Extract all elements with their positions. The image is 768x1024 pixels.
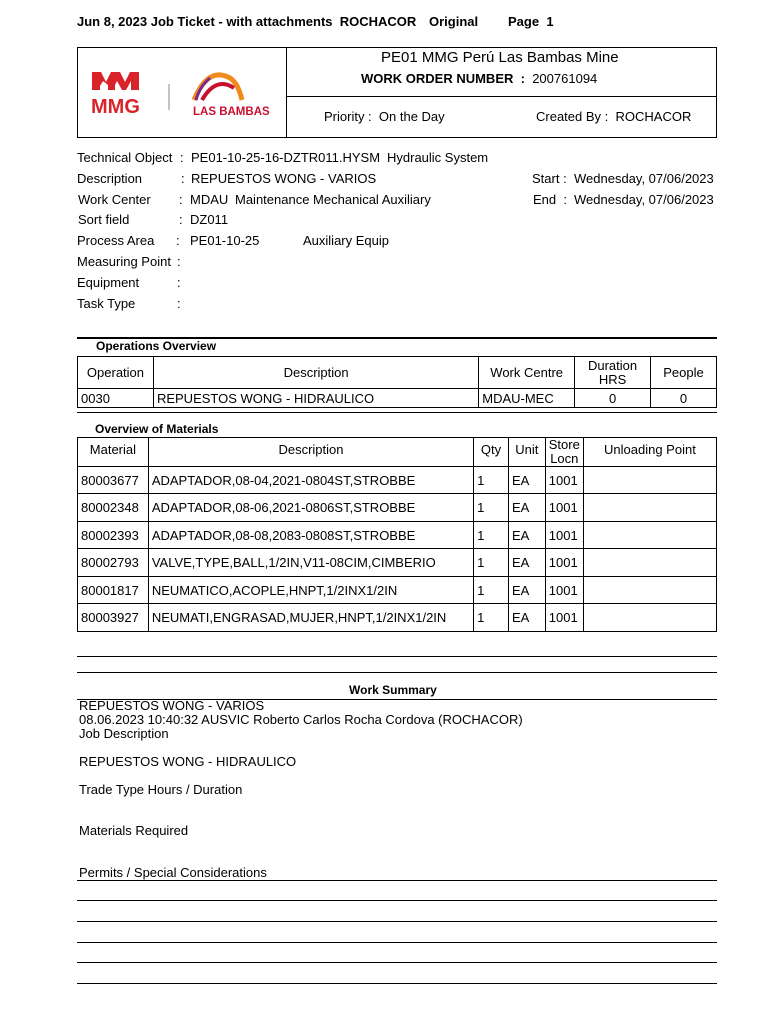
start-value: Wednesday, 07/06/2023 <box>574 171 714 186</box>
store-cell: 1001 <box>545 467 583 494</box>
process-area-value: PE01-10-25 <box>190 233 260 248</box>
summary-line-6: Materials Required <box>79 823 189 838</box>
summary-line-1: REPUESTOS WONG - VARIOS <box>79 698 265 713</box>
technical-object-label: Technical Object <box>77 150 173 165</box>
table-row <box>78 467 717 494</box>
summary-line-4: REPUESTOS WONG - HIDRAULICO <box>79 754 297 769</box>
col-mat-description: Description <box>148 438 473 467</box>
mat-description-cell: VALVE,TYPE,BALL,1/2IN,V11-08CIM,CIMBERIO <box>148 549 473 577</box>
sort-field-value: DZ011 <box>190 212 229 227</box>
store-cell: 1001 <box>545 604 583 632</box>
work-center-value: MDAU <box>190 192 229 207</box>
materials-header-row <box>78 438 717 467</box>
unit-cell: EA <box>508 604 545 632</box>
equipment-label: Equipment <box>77 275 140 290</box>
description-value: REPUESTOS WONG - VARIOS <box>191 171 377 186</box>
divider <box>77 656 717 657</box>
col-duration-line2: HRS <box>598 371 627 387</box>
unloading-cell <box>583 467 716 494</box>
unit-cell: EA <box>508 549 545 577</box>
technical-object-value: PE01-10-25-16-DZTR011.HYSM <box>191 150 381 165</box>
qty-cell: 1 <box>474 467 509 494</box>
page-indicator <box>508 14 554 29</box>
col-unit: Unit <box>508 438 545 467</box>
table-row <box>78 577 717 604</box>
start-label: Start : <box>532 171 567 186</box>
unloading-cell <box>583 522 716 549</box>
material-cell: 80002793 <box>78 549 149 577</box>
col-store-locn <box>545 438 583 467</box>
mat-description-cell: NEUMATICO,ACOPLE,HNPT,1/2INX1/2IN <box>148 577 473 604</box>
store-cell: 1001 <box>545 549 583 577</box>
table-row <box>78 549 717 577</box>
work-summary-title: Work Summary <box>349 683 437 697</box>
priority-label: Priority : <box>324 109 372 124</box>
material-cell: 80003927 <box>78 604 149 632</box>
work-center-label: Work Center <box>78 192 151 207</box>
divider <box>77 962 717 963</box>
description-cell: REPUESTOS WONG - HIDRAULICO <box>153 389 478 408</box>
work-order-number: 200761094 <box>532 71 598 86</box>
summary-line-7: Permits / Special Considerations <box>79 865 267 880</box>
priority-value: On the Day <box>378 109 445 124</box>
operations-table <box>77 356 717 408</box>
store-cell: 1001 <box>545 522 583 549</box>
end-label: End : <box>533 192 567 207</box>
col-unloading: Unloading Point <box>583 438 716 467</box>
store-cell: 1001 <box>545 494 583 522</box>
operation-cell: 0030 <box>78 389 154 408</box>
divider <box>77 880 717 881</box>
table-row <box>78 389 717 408</box>
qty-cell: 1 <box>474 494 509 522</box>
technical-object-desc: Hydraulic System <box>387 150 489 165</box>
task-type-label: Task Type <box>77 296 136 311</box>
created-by-row <box>536 109 691 124</box>
page-number: 1 <box>546 14 554 29</box>
work-order-label: WORK ORDER NUMBER <box>361 71 514 86</box>
operations-title: Operations Overview <box>96 339 217 353</box>
store-cell: 1001 <box>545 577 583 604</box>
table-row <box>78 604 717 632</box>
qty-cell: 1 <box>474 577 509 604</box>
mat-description-cell: ADAPTADOR,08-08,2083-0808ST,STROBBE <box>148 522 473 549</box>
mat-description-cell: NEUMATI,ENGRASAD,MUJER,HNPT,1/2INX1/2IN <box>148 604 473 632</box>
unit-cell: EA <box>508 494 545 522</box>
process-area-desc: Auxiliary Equip <box>303 233 389 248</box>
col-store-line1: Store <box>548 437 580 452</box>
created-by-label: Created By : <box>536 109 609 124</box>
col-store-line2: Locn <box>550 451 579 466</box>
unit-cell: EA <box>508 522 545 549</box>
materials-table <box>77 437 717 632</box>
col-work-centre: Work Centre <box>479 357 575 389</box>
people-cell: 0 <box>651 389 717 408</box>
report-date-title: Jun 8, 2023 Job Ticket - with attachments <box>77 14 333 29</box>
duration-cell: 0 <box>575 389 651 408</box>
col-duration-line1: Duration <box>587 357 638 373</box>
page-label: Page <box>508 14 540 29</box>
material-cell: 80002348 <box>78 494 149 522</box>
unloading-cell <box>583 577 716 604</box>
qty-cell: 1 <box>474 604 509 632</box>
qty-cell: 1 <box>474 522 509 549</box>
priority-row <box>324 109 445 124</box>
end-value: Wednesday, 07/06/2023 <box>574 192 714 207</box>
process-area-label: Process Area <box>77 233 155 248</box>
mmg-logo-text: MMG <box>91 96 140 118</box>
las-bambas-arch-red <box>202 84 234 100</box>
summary-line-3: Job Description <box>79 726 169 741</box>
work-order-row: WORK ORDER NUMBER : 200761094 <box>361 71 598 86</box>
unit-cell: EA <box>508 577 545 604</box>
unloading-cell <box>583 549 716 577</box>
measuring-point-label: Measuring Point <box>77 254 171 269</box>
summary-line-5: Trade Type Hours / Duration <box>79 782 243 797</box>
mat-description-cell: ADAPTADOR,08-06,2021-0806ST,STROBBE <box>148 494 473 522</box>
qty-cell: 1 <box>474 549 509 577</box>
mmg-logo-mark <box>92 72 139 90</box>
col-people: People <box>651 357 717 389</box>
logo-area <box>78 48 287 137</box>
unit-cell: EA <box>508 467 545 494</box>
col-material: Material <box>78 438 149 467</box>
divider <box>77 942 717 943</box>
table-row <box>78 494 717 522</box>
material-cell: 80001817 <box>78 577 149 604</box>
site-title: PE01 MMG Perú Las Bambas Mine <box>381 49 619 66</box>
company-logo <box>78 48 285 137</box>
created-by-value: ROCHACOR <box>615 109 692 124</box>
divider <box>77 983 717 984</box>
col-duration <box>575 357 651 389</box>
divider <box>77 412 717 413</box>
description-label: Description <box>77 171 143 186</box>
report-user: ROCHACOR <box>339 14 417 29</box>
col-description: Description <box>153 357 478 389</box>
header-title-row <box>286 48 716 97</box>
operations-header-row <box>78 357 717 389</box>
unloading-cell <box>583 494 716 522</box>
col-qty: Qty <box>474 438 509 467</box>
divider <box>77 921 717 922</box>
sort-field-label: Sort field <box>78 212 130 227</box>
divider <box>77 900 717 901</box>
summary-line-2: 08.06.2023 10:40:32 AUSVIC Roberto Carlos Rocha Cordova (ROCHACOR) <box>79 712 523 727</box>
material-cell: 80002393 <box>78 522 149 549</box>
header-box <box>77 47 717 138</box>
col-operation: Operation <box>78 357 154 389</box>
copy-type: Original <box>429 14 479 29</box>
report-title <box>77 14 416 29</box>
mat-description-cell: ADAPTADOR,08-04,2021-0804ST,STROBBE <box>148 467 473 494</box>
work-center-desc: Maintenance Mechanical Auxiliary <box>235 192 431 207</box>
material-cell: 80003677 <box>78 467 149 494</box>
las-bambas-logo-text: LAS BAMBAS <box>193 106 270 118</box>
table-row <box>78 522 717 549</box>
work-centre-cell: MDAU-MEC <box>479 389 575 408</box>
materials-title: Overview of Materials <box>95 422 219 436</box>
unloading-cell <box>583 604 716 632</box>
divider <box>77 672 717 673</box>
